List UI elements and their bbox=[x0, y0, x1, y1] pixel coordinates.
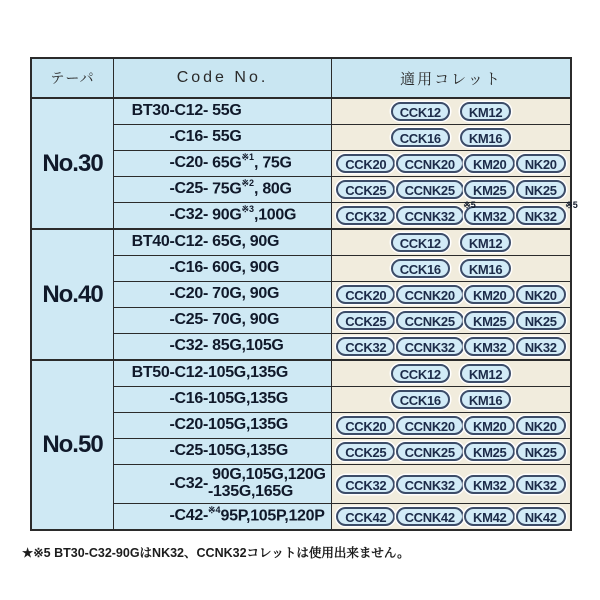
badge-pill: CCK16 bbox=[391, 390, 450, 409]
collet-cell bbox=[332, 465, 570, 503]
collet-badge bbox=[464, 285, 515, 304]
code-prefix: -C20- bbox=[169, 416, 208, 434]
code-cell bbox=[114, 439, 332, 464]
badge-pill: CCK25 bbox=[336, 180, 395, 199]
badge-pill: CCNK25 bbox=[396, 442, 464, 461]
badge-pill: CCK16 bbox=[391, 259, 450, 278]
code-prefix: -C20- bbox=[169, 285, 208, 303]
badge-pill: CCK42 bbox=[336, 507, 395, 526]
collet-badge bbox=[396, 180, 464, 199]
badge-pill: CCK32 bbox=[336, 206, 395, 225]
collet-badge bbox=[464, 442, 515, 461]
collet-cell bbox=[332, 282, 570, 307]
code-cell bbox=[114, 177, 332, 202]
collet-cell bbox=[332, 200, 578, 228]
collet-badge bbox=[336, 475, 395, 494]
table-row bbox=[114, 307, 570, 333]
collet-badge bbox=[336, 416, 395, 435]
code-header-cell bbox=[114, 59, 332, 97]
collet-badge bbox=[516, 154, 566, 173]
badge-pill: KM16 bbox=[460, 128, 511, 147]
badge-pill: CCNK32 bbox=[396, 475, 464, 494]
collet-badge bbox=[460, 233, 511, 252]
collet-cell bbox=[332, 387, 570, 412]
collet-badge bbox=[464, 507, 515, 526]
badge-pill: KM32 bbox=[464, 337, 515, 356]
badge-pill: KM16 bbox=[460, 390, 511, 409]
badge-pill: CCK25 bbox=[336, 311, 395, 330]
badge-pill: CCNK20 bbox=[396, 154, 464, 173]
code-prefix: BT30-C12- bbox=[131, 102, 208, 120]
code-sizes: 85G,105G bbox=[208, 337, 284, 355]
taper-label: No.50 bbox=[32, 361, 114, 529]
collet-badge bbox=[396, 442, 464, 461]
code-prefix: -C16- bbox=[169, 390, 208, 408]
code-sizes: $^{※4}$95P,105P,120P bbox=[208, 505, 325, 525]
badge-pill: CCNK20 bbox=[396, 285, 464, 304]
collet-header-label: 適用コレット bbox=[400, 70, 502, 88]
collet-badge bbox=[336, 285, 395, 304]
code-sizes: 55G bbox=[208, 102, 242, 120]
taper-label: No.40 bbox=[32, 230, 114, 359]
code-sizes: 70G, 90G bbox=[208, 285, 280, 303]
collet-badge bbox=[336, 154, 395, 173]
collet-badge bbox=[336, 442, 395, 461]
badge-pill: KM20 bbox=[464, 285, 515, 304]
taper-label: No.30 bbox=[32, 99, 114, 228]
collet-badge bbox=[516, 337, 566, 356]
badge-pill: KM12 bbox=[460, 233, 511, 252]
code-prefix: -C25- bbox=[169, 442, 208, 460]
taper-header-cell bbox=[32, 59, 114, 97]
collet-cell bbox=[332, 256, 570, 281]
table-row bbox=[114, 176, 570, 202]
collet-badge bbox=[391, 259, 450, 278]
collet-badge bbox=[516, 416, 566, 435]
collet-badge bbox=[391, 390, 450, 409]
badge-pill: CCNK42 bbox=[396, 507, 464, 526]
code-cell bbox=[114, 203, 332, 228]
table-row bbox=[114, 464, 570, 503]
collet-cell bbox=[332, 177, 570, 202]
badge-pill: CCK32 bbox=[336, 475, 395, 494]
badge-pill: CCK20 bbox=[336, 285, 395, 304]
code-cell bbox=[114, 504, 332, 529]
badge-pill: CCNK32 bbox=[396, 337, 464, 356]
collet-badge bbox=[336, 180, 395, 199]
badge-pill: KM32 bbox=[464, 206, 515, 225]
collet-badge bbox=[396, 154, 464, 173]
code-sizes: $90G^{※3},100G$ bbox=[208, 204, 297, 224]
collet-badge bbox=[336, 311, 395, 330]
badge-pill: CCK12 bbox=[391, 364, 450, 383]
table-section bbox=[32, 228, 570, 359]
badge-pill: NK25 bbox=[516, 180, 566, 199]
badge-footnote-mark: ※5 bbox=[565, 200, 578, 210]
badge-pill: NK20 bbox=[516, 154, 566, 173]
code-prefix: BT50-C12- bbox=[131, 364, 208, 382]
collet-badge bbox=[460, 259, 511, 278]
collet-badge bbox=[464, 180, 515, 199]
table-row bbox=[114, 281, 570, 307]
collet-badge bbox=[464, 475, 515, 494]
collet-cell bbox=[332, 99, 570, 124]
badge-pill: CCK20 bbox=[336, 154, 395, 173]
badge-pill: CCNK20 bbox=[396, 416, 464, 435]
badge-pill: CCK32 bbox=[336, 337, 395, 356]
badge-pill: CCK12 bbox=[391, 102, 450, 121]
collet-badge bbox=[391, 128, 450, 147]
badge-pill: NK32 bbox=[516, 206, 566, 225]
code-cell bbox=[114, 99, 332, 124]
code-cell bbox=[114, 282, 332, 307]
code-prefix: -C20- bbox=[169, 154, 208, 172]
collet-badge bbox=[460, 102, 511, 121]
code-prefix: -C16- bbox=[169, 128, 208, 146]
section-rows bbox=[114, 99, 578, 228]
collet-badge bbox=[464, 311, 515, 330]
table-header bbox=[32, 59, 570, 99]
collet-badge bbox=[516, 507, 566, 526]
code-sizes: 105G,135G bbox=[208, 416, 289, 434]
collet-badge bbox=[460, 390, 511, 409]
collet-badge bbox=[516, 285, 566, 304]
badge-pill: NK20 bbox=[516, 416, 566, 435]
code-prefix: -C32- bbox=[169, 337, 208, 355]
code-prefix: -C32- bbox=[169, 474, 208, 492]
badge-pill: KM25 bbox=[464, 311, 515, 330]
code-header-label: Code No. bbox=[176, 69, 269, 86]
collet-badge bbox=[460, 128, 511, 147]
collet-cell bbox=[332, 361, 570, 386]
code-cell bbox=[114, 230, 332, 255]
code-sizes: 105G,135G bbox=[208, 390, 289, 408]
footnote: ★※5 BT30-C32-90GはNK32、CCNK32コレットは使用出来ません。 bbox=[22, 546, 410, 560]
collet-badge bbox=[336, 337, 395, 356]
collet-badge bbox=[396, 200, 476, 225]
table-row bbox=[114, 99, 570, 124]
collet-cell bbox=[332, 334, 570, 359]
collet-badge bbox=[391, 102, 450, 121]
collet-badge bbox=[464, 337, 515, 356]
code-sizes: 55G bbox=[208, 128, 242, 146]
collet-badge bbox=[336, 507, 395, 526]
badge-pill: KM25 bbox=[464, 180, 515, 199]
collet-badge bbox=[391, 233, 450, 252]
code-prefix: -C25- bbox=[169, 311, 208, 329]
table-row bbox=[114, 361, 570, 386]
table-row bbox=[114, 503, 570, 529]
collet-badge bbox=[336, 206, 395, 225]
code-cell bbox=[114, 387, 332, 412]
collet-badge bbox=[396, 475, 464, 494]
collet-badge bbox=[464, 416, 515, 435]
table-row bbox=[114, 255, 570, 281]
table-section bbox=[32, 99, 578, 228]
collet-badge bbox=[516, 200, 578, 225]
badge-pill: CCK12 bbox=[391, 233, 450, 252]
table-row bbox=[114, 200, 578, 228]
collet-badge bbox=[516, 442, 566, 461]
collet-badge bbox=[516, 311, 566, 330]
code-cell bbox=[114, 413, 332, 438]
code-prefix: -C25- bbox=[169, 180, 208, 198]
code-prefix: BT40-C12- bbox=[131, 233, 208, 251]
badge-pill: NK25 bbox=[516, 311, 566, 330]
collet-spec-table bbox=[30, 57, 578, 531]
collet-badge bbox=[396, 337, 464, 356]
badge-pill: KM32 bbox=[464, 475, 515, 494]
table-body bbox=[32, 99, 578, 529]
badge-pill: KM42 bbox=[464, 507, 515, 526]
collet-cell bbox=[332, 413, 570, 438]
code-cell bbox=[114, 334, 332, 359]
badge-pill: NK20 bbox=[516, 285, 566, 304]
code-cell bbox=[114, 125, 332, 150]
code-sizes: 105G,135G bbox=[208, 364, 289, 382]
badge-pill: KM12 bbox=[460, 102, 511, 121]
code-prefix: -C16- bbox=[169, 259, 208, 277]
table-row bbox=[114, 230, 570, 255]
badge-pill: KM12 bbox=[460, 364, 511, 383]
table-row bbox=[114, 124, 570, 150]
code-sizes: 60G, 90G bbox=[208, 259, 280, 277]
collet-cell bbox=[332, 504, 570, 529]
collet-badge bbox=[396, 507, 464, 526]
table-row bbox=[114, 150, 570, 176]
code-prefix: -C42- bbox=[169, 507, 208, 525]
badge-pill: CCK20 bbox=[336, 416, 395, 435]
code-cell bbox=[114, 361, 332, 386]
table-row bbox=[114, 412, 570, 438]
badge-footnote-mark: ※5 bbox=[463, 200, 476, 210]
badge-pill: KM20 bbox=[464, 154, 515, 173]
badge-pill: KM25 bbox=[464, 442, 515, 461]
code-sizes: 70G, 90G bbox=[208, 311, 280, 329]
table-row bbox=[114, 333, 570, 359]
collet-cell bbox=[332, 151, 570, 176]
code-prefix: -C32- bbox=[169, 206, 208, 224]
badge-pill: NK42 bbox=[516, 507, 566, 526]
badge-pill: CCK25 bbox=[336, 442, 395, 461]
table-row bbox=[114, 386, 570, 412]
collet-badge bbox=[396, 416, 464, 435]
badge-pill: NK25 bbox=[516, 442, 566, 461]
collet-cell bbox=[332, 439, 570, 464]
code-cell bbox=[114, 256, 332, 281]
table-row bbox=[114, 438, 570, 464]
badge-pill: KM16 bbox=[460, 259, 511, 278]
badge-pill: CCNK25 bbox=[396, 311, 464, 330]
code-cell bbox=[114, 465, 332, 503]
code-cell bbox=[114, 151, 332, 176]
badge-pill: CCK16 bbox=[391, 128, 450, 147]
code-sizes: $75G^{※2}$, 80G bbox=[208, 178, 292, 198]
collet-header-cell bbox=[332, 59, 570, 97]
table-section bbox=[32, 359, 570, 529]
code-sizes: $65G^{※1}$, 75G bbox=[208, 152, 292, 172]
collet-badge bbox=[464, 154, 515, 173]
code-sizes: 105G,135G bbox=[208, 442, 289, 460]
collet-cell bbox=[332, 125, 570, 150]
badge-pill: NK32 bbox=[516, 337, 566, 356]
badge-pill: CCNK32 bbox=[396, 206, 464, 225]
collet-badge bbox=[396, 285, 464, 304]
collet-badge bbox=[391, 364, 450, 383]
badge-pill: NK32 bbox=[516, 475, 566, 494]
code-cell bbox=[114, 308, 332, 333]
collet-badge bbox=[460, 364, 511, 383]
section-rows bbox=[114, 230, 570, 359]
collet-cell bbox=[332, 308, 570, 333]
taper-header-label: テーパ bbox=[50, 70, 95, 86]
code-sizes: 90G,105G,120G -135G,165G bbox=[208, 466, 326, 500]
section-rows bbox=[114, 361, 570, 529]
collet-badge bbox=[516, 180, 566, 199]
badge-pill: CCNK25 bbox=[396, 180, 464, 199]
collet-badge bbox=[396, 311, 464, 330]
badge-pill: KM20 bbox=[464, 416, 515, 435]
collet-cell bbox=[332, 230, 570, 255]
collet-badge bbox=[516, 475, 566, 494]
code-sizes: 65G, 90G bbox=[208, 233, 280, 251]
